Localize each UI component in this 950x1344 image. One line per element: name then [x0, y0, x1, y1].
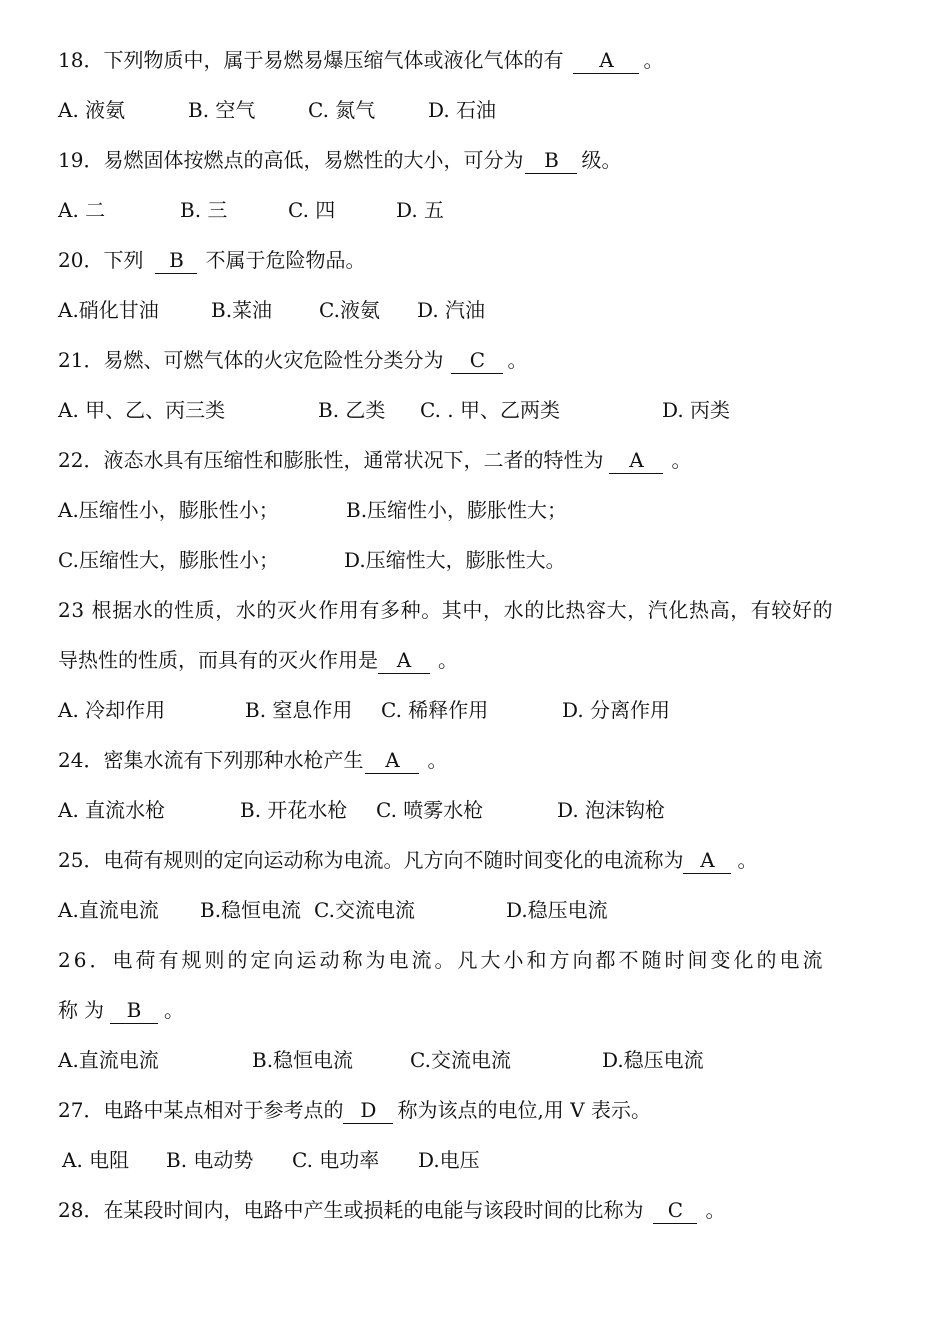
- options-18: [58, 95, 496, 125]
- question-text: 27．电路中某点相对于参考点的: [58, 1098, 344, 1122]
- option-a: A. 二: [58, 198, 106, 222]
- option-d: D. 泡沫钩枪: [557, 798, 666, 822]
- question-22: [58, 445, 691, 475]
- question-26-line2: [58, 995, 190, 1025]
- option-a: A.直流电流: [58, 898, 159, 922]
- option-b: B. 窒息作用: [245, 698, 353, 722]
- question-text: 22．液态水具有压缩性和膨胀性，通常状况下，二者的特性为: [58, 448, 604, 472]
- option-b: B.压缩性小，膨胀性大；: [346, 498, 568, 522]
- option-b: B.稳恒电流: [252, 1048, 354, 1072]
- option-b: B. 乙类: [318, 398, 386, 422]
- question-suffix: 。: [507, 348, 528, 372]
- answer-blank: A: [573, 47, 639, 74]
- answer-blank: A: [365, 747, 419, 774]
- question-text: 24．密集水流有下列那种水枪产生: [58, 748, 364, 772]
- answer-blank: C: [653, 1197, 697, 1224]
- option-c: C. 电功率: [292, 1148, 380, 1172]
- question-suffix: 称为该点的电位,用 V 表示。: [397, 1098, 651, 1122]
- option-a: A. 冷却作用: [58, 698, 166, 722]
- question-text: 23 根据水的性质，水的灭火作用有多种。其中，水的比热容大，汽化热高，有较好的: [58, 598, 834, 622]
- question-text: 称为: [58, 998, 110, 1022]
- question-text: 21．易燃、可燃气体的火灾危险性分类分为: [58, 348, 444, 372]
- answer-blank: B: [155, 247, 197, 274]
- question-21: [58, 345, 527, 375]
- option-d: D. 石油: [428, 98, 497, 122]
- options-26: [58, 1045, 704, 1075]
- question-27: [58, 1095, 651, 1125]
- option-a: A.压缩性小，膨胀性小；: [58, 498, 279, 522]
- question-suffix: 。: [427, 748, 448, 772]
- answer-blank: C: [451, 347, 503, 374]
- question-suffix: 。: [737, 848, 758, 872]
- option-a: A. 甲、乙、丙三类: [58, 398, 226, 422]
- option-c: C.压缩性大，膨胀性小；: [58, 548, 279, 572]
- question-suffix: 。: [164, 998, 190, 1022]
- answer-blank: A: [378, 647, 430, 674]
- option-c: C.交流电流: [410, 1048, 511, 1072]
- option-d: D. 汽油: [417, 298, 486, 322]
- answer-blank: D: [343, 1097, 393, 1124]
- question-text: 导热性的性质，而具有的灭火作用是: [58, 648, 378, 672]
- option-b: B. 三: [180, 198, 228, 222]
- option-b: B. 空气: [188, 98, 256, 122]
- question-25: [58, 845, 757, 875]
- answer-blank: B: [110, 997, 158, 1024]
- question-suffix: 。: [671, 448, 692, 472]
- question-23-line1: [58, 595, 833, 625]
- question-suffix: 。: [643, 48, 664, 72]
- option-d: D. 分离作用: [562, 698, 671, 722]
- option-d: D. 丙类: [662, 398, 731, 422]
- question-19: [58, 145, 621, 175]
- question-text: 28．在某段时间内，电路中产生或损耗的电能与该段时间的比称为: [58, 1198, 644, 1222]
- options-22-row1: [58, 495, 567, 525]
- option-a: A. 电阻: [62, 1148, 130, 1172]
- options-20: [58, 295, 485, 325]
- question-23-line2: [58, 645, 458, 675]
- option-a: A.直流电流: [58, 1048, 159, 1072]
- question-text: 18．下列物质中，属于易燃易爆压缩气体或液化气体的有: [58, 48, 564, 72]
- options-22-row2: [58, 545, 566, 575]
- question-suffix: 。: [705, 1198, 726, 1222]
- question-suffix: 不属于危险物品。: [205, 248, 366, 272]
- question-text: 25．电荷有规则的定向运动称为电流。凡方向不随时间变化的电流称为: [58, 848, 684, 872]
- option-a: A. 直流水枪: [58, 798, 166, 822]
- option-c: C. 氮气: [308, 98, 376, 122]
- option-d: D.稳压电流: [506, 898, 608, 922]
- option-a: A. 液氨: [58, 98, 126, 122]
- option-c: C. 四: [288, 198, 336, 222]
- option-d: D.稳压电流: [602, 1048, 704, 1072]
- question-text: 20．下列: [58, 248, 144, 272]
- question-suffix: 。: [438, 648, 458, 672]
- options-24: [58, 795, 665, 825]
- options-19: [58, 195, 444, 225]
- option-d: D.电压: [418, 1148, 480, 1172]
- question-24: [58, 745, 447, 775]
- option-d: D. 五: [396, 198, 445, 222]
- option-c: C.交流电流: [314, 898, 415, 922]
- question-20: [58, 245, 365, 275]
- options-25: [58, 895, 608, 925]
- option-d: D.压缩性大，膨胀性大。: [344, 548, 566, 572]
- question-18: [58, 45, 663, 75]
- options-21: [58, 395, 730, 425]
- option-c: C.液氨: [319, 298, 380, 322]
- option-b: B.菜油: [211, 298, 273, 322]
- question-26-line1: [58, 945, 825, 975]
- question-text: 19．易燃固体按燃点的高低，易燃性的大小，可分为: [58, 148, 524, 172]
- option-b: B.稳恒电流: [200, 898, 302, 922]
- question-suffix: 级。: [581, 148, 622, 172]
- option-c: C. 稀释作用: [381, 698, 489, 722]
- answer-blank: B: [525, 147, 577, 174]
- answer-blank: A: [683, 847, 731, 874]
- question-28: [58, 1195, 725, 1225]
- option-b: B. 开花水枪: [240, 798, 348, 822]
- answer-blank: A: [609, 447, 663, 474]
- question-text: 26．电荷有规则的定向运动称为电流。凡大小和方向都不随时间变化的电流: [58, 948, 826, 972]
- options-23: [58, 695, 670, 725]
- option-b: B. 电动势: [166, 1148, 254, 1172]
- option-c: C. . 甲、乙两类: [420, 398, 561, 422]
- option-a: A.硝化甘油: [58, 298, 159, 322]
- options-27: [62, 1145, 480, 1175]
- option-c: C. 喷雾水枪: [376, 798, 484, 822]
